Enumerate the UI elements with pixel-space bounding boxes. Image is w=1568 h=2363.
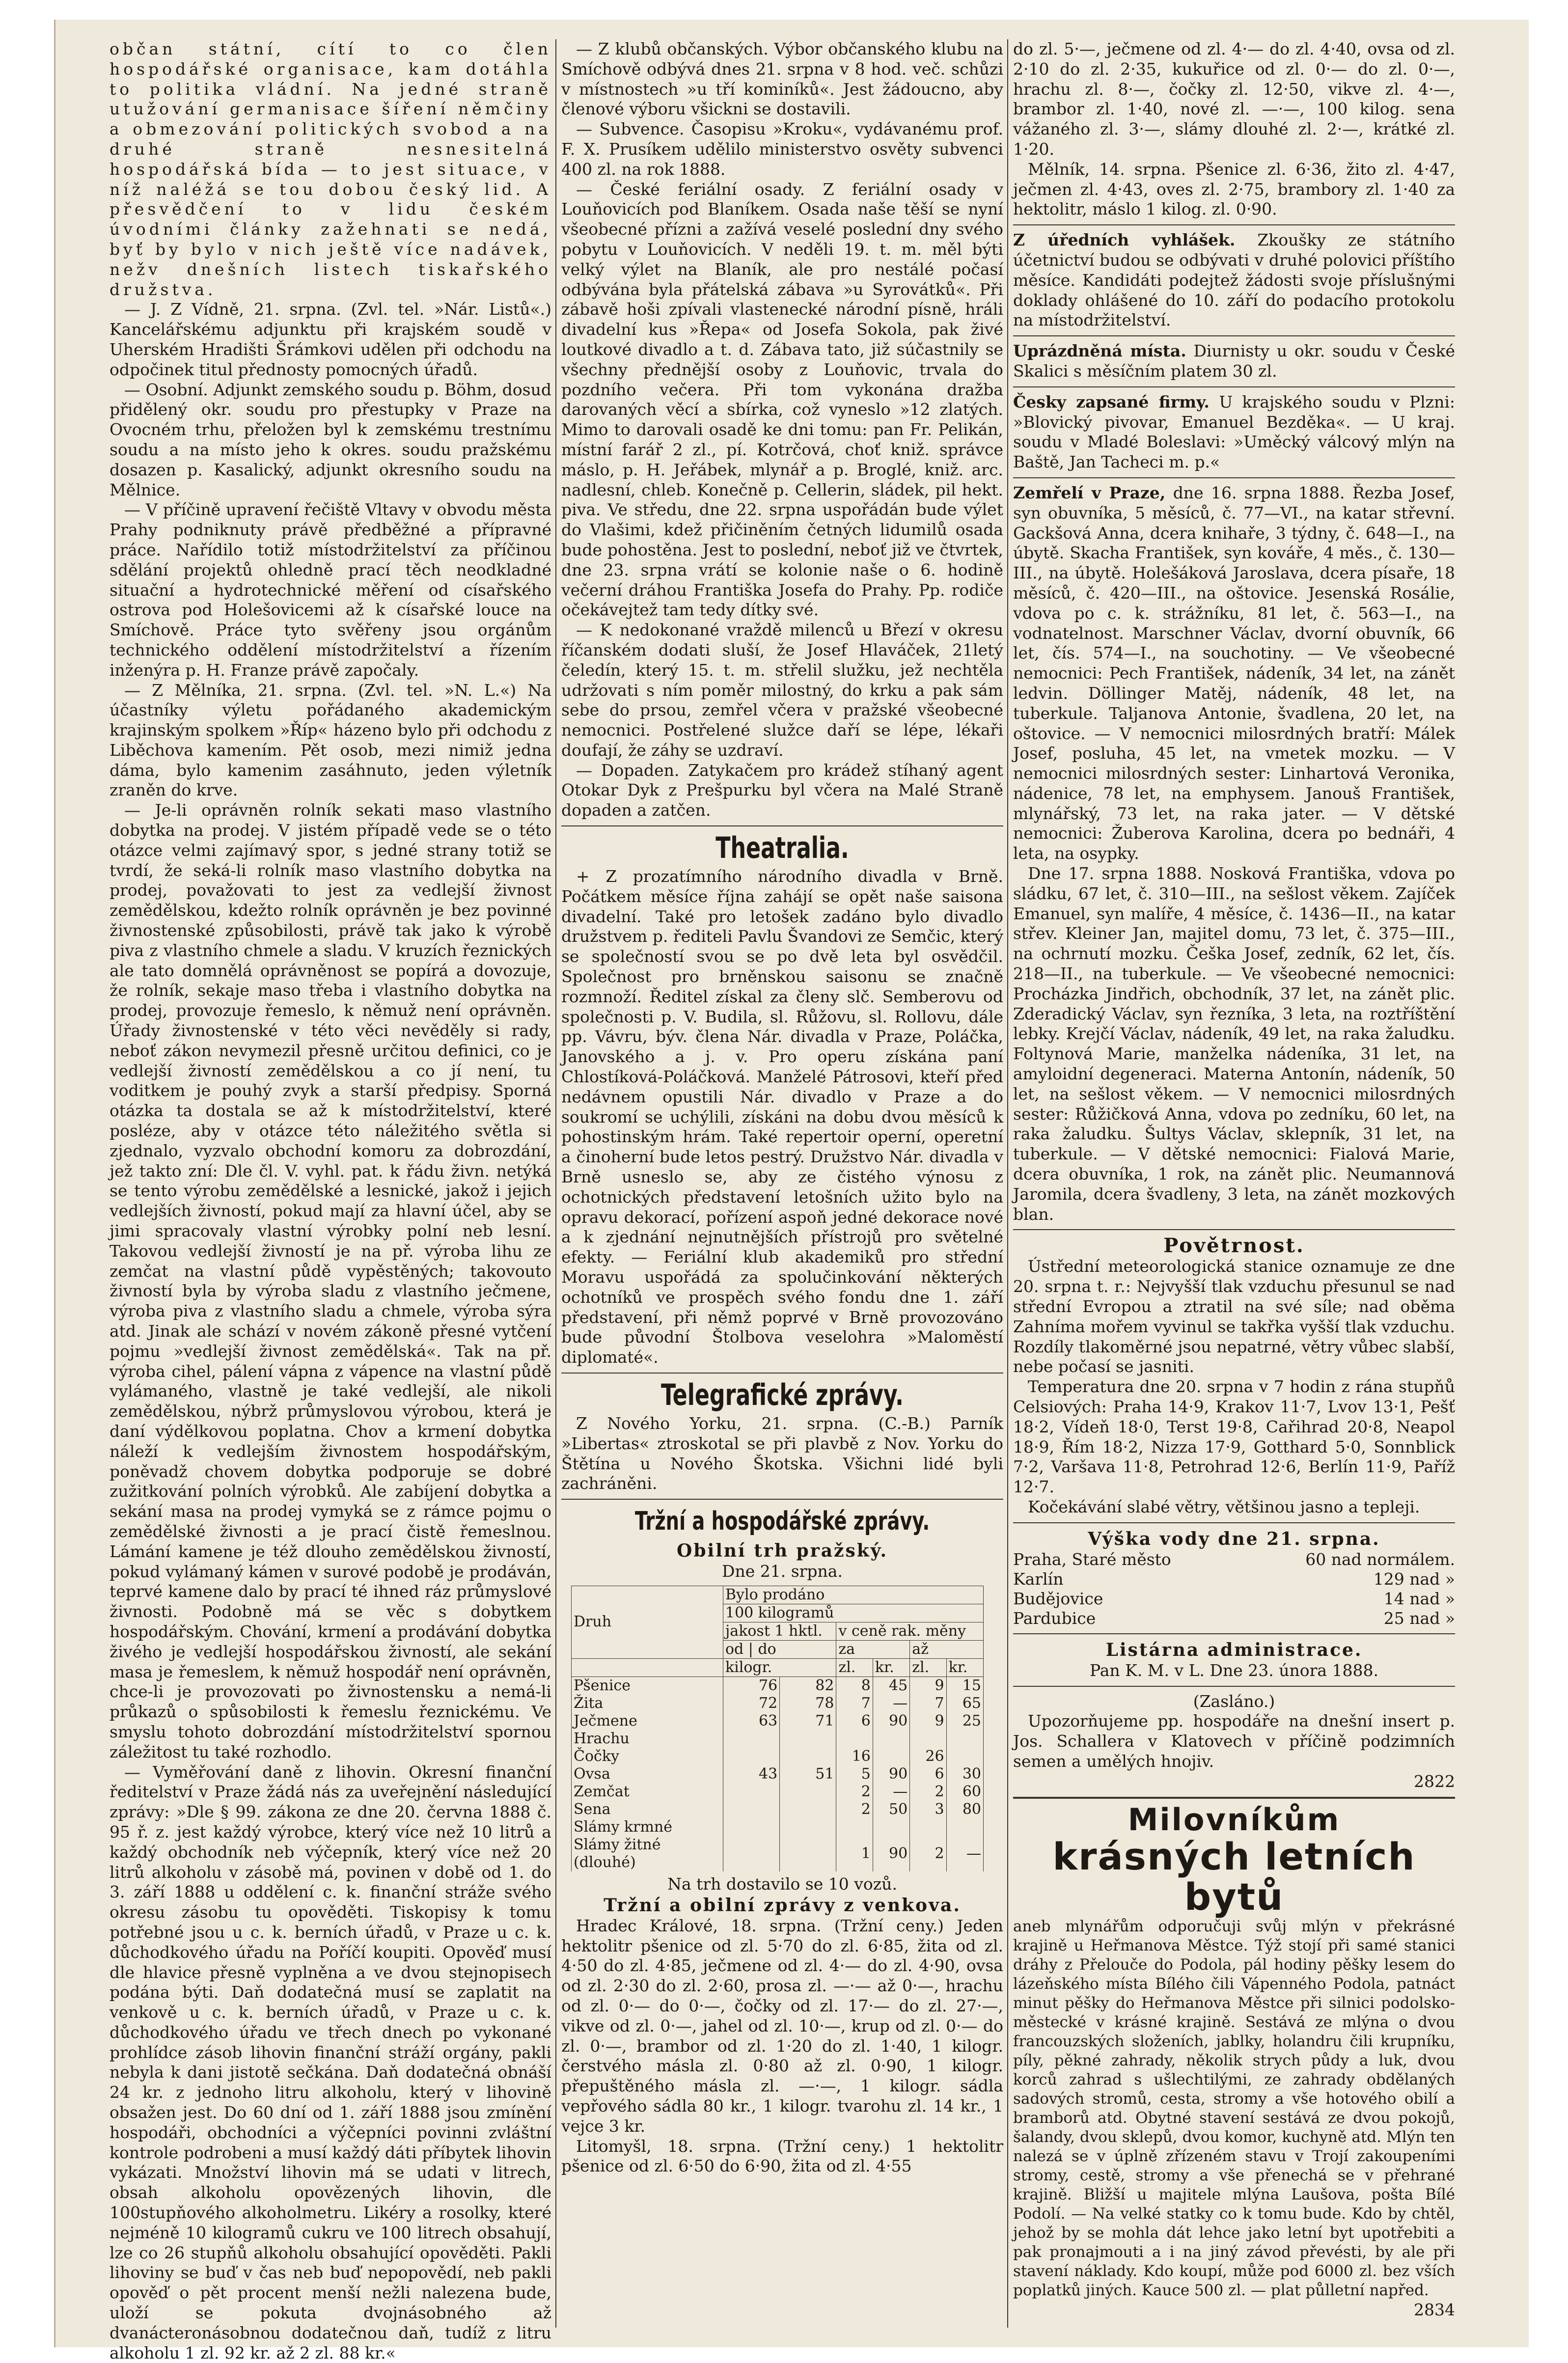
cell-value: 82 — [780, 1676, 836, 1695]
cell-value: — — [873, 1695, 909, 1712]
article-telegraph: Z Nového Yorku, 21. srpna. (C.-B.) Parník »Libertas« ztroskotal se při plavbě z Nov. Yorku do Štětína u Nového Škotska. Všichni lidé byli zachráněni. — [561, 1414, 1003, 1493]
cell-value — [873, 1730, 909, 1748]
weather-text: Ústřední meteorologická stanice oznamuje ze dne 20. srpna t. r.: Nejvyšší tlak vzduchu přesunul se nad střední Evropou a ztratil na své síle; nad oběma Zahníma mořem vyvinul se takřka vyšší tlak vzduchu. Rozdíly tlakoměrné jsou nepatrné, větry vůbec slabší, nebe počasí se jasniti. — [1013, 1257, 1455, 1376]
divider — [1013, 1686, 1455, 1687]
cell-value: 9 — [910, 1676, 946, 1695]
cell-value: 26 — [910, 1748, 946, 1765]
weather-temps: Temperatura dne 20. srpna v 7 hodin z rána stupňů Celsiových: Praha 14·9, Krakov 11·7, Lvov 13·1, Pešť 18·2, Vídeň 18·0, Terst 19·8, Cařihrad 20·8, Neapol 18·9, Řím 18·2, Nizza 17·9, Gotthard 5·0, Sonnblick 7·2, Varšava 11·8, Petrohrad 12·6, Berlín 11·9, Paříž 12·7. — [1013, 1377, 1455, 1497]
ad-number: 2834 — [1414, 2300, 1455, 2319]
divider — [561, 1499, 1003, 1500]
cell-value: — — [946, 1836, 983, 1871]
deaths-text-2: Dne 17. srpna 1888. Nosková Františka, vdova po sládku, 67 let, č. 310—III., na sešlost věkem. Zajíček Emanuel, syn malíře, 4 měsíce, č. 1436—II., na katar střev. Kleiner Jan, majitel domu, 73 let, č. 375—III., na ochrnutí mozku. Češka Josef, zedník, 62 let, čís. 218—II., na tuberkule. — Ve všeobecné nemocnici: Procházka Jindřich, obchodník, 37 let, na zánět plic. Zderadický Václav, syn řezníka, 3 leta, na roztříštění lebky. Krejčí Václav, nádeník, 49 let, na raka žaludku. Foltynová Marie, manželka nádeníka, 31 let, na amyloidní degeneraci. Materna Antonín, nádeník, 50 let, na sešlost věkem. — V nemocnici milosrdných sester: Růžičková Anna, vdova po zedníku, 60 let, na raka žaludku. Šultys Václav, sklepník, 31 let, na tuberkule. — V dětské nemocnici: Fialová Marie, dcera obuvníka, 1 rok, na zánět plic. Neumannová Jaromila, dcera švadleny, 3 leta, na zánět mozkových blan. — [1013, 864, 1455, 1224]
notices-heading: Z úředních vyhlášek. — [1013, 230, 1236, 250]
cell-value: 78 — [780, 1695, 836, 1712]
cell-value — [780, 1801, 836, 1818]
article-melnik-market: Mělník, 14. srpna. Pšenice zl. 6·36, žito zl. 4·47, ječmen zl. 4·43, oves zl. 2·75, brambory zl. 1·40 za hektolitr, máslo 1 kilog. zl. 0·90. — [1013, 159, 1455, 219]
cell-value: 2 — [836, 1783, 873, 1801]
ad-title-line2: krásných letních bytů — [1052, 1834, 1416, 1919]
cell-value: 51 — [780, 1765, 836, 1783]
col-header-100kg: 100 kilogramů — [723, 1604, 984, 1622]
divider — [1013, 477, 1455, 478]
zaslano-text: Upozorňujeme pp. hospodáře na dnešní insert p. Jos. Schallera v Klatovech v příčině podzimních semen a umělých hnojiv. — [1013, 1711, 1455, 1771]
cell-value: 60 — [946, 1783, 983, 1801]
cell-commodity: Ječmene — [572, 1712, 723, 1730]
article-spirits-tax: — Vyměřování daně z lihovin. Okresní finanční ředitelství v Praze žádá nás za uveřejnění následující zprávy: »Dle § 99. zákona ze dne 20. června 1888 č. 95 ř. z. jest každý výrobce, který více než 10 litrů a každý obchodník neb výčepník, který více než 20 litrů alkoholu v zásobě má, povinen v době od 1. do 3. září 1888 u oddělení c. k. finanční stráže svého okresu zásobu tu opověděti. Tiskopisy k tomu potřebné jsou u c. k. berních úřadů, v Praze u c. k. důchodkového úřadu na Poříčí koupiti. Opověď musí dle hlavice přesně vyplněna a ve dvou stejnopisech podána býti. Daň dodatečná musí se zaplatit na venkově u c. k. berních úřadů, v Praze u c. k. důchodkového úřadu ve třech dnech po vykonané prohlídce zásob lihovin finanční stráží orgány, pakli nebyla k dani jistotě sečkána. Daň dodatečná obnáší 24 kr. z jednoho litru alkoholu, který v lihovině obsažen jest. Do 60 dní od 1. září 1888 jsou zmínění hospodáři, obchodníci a výčepníci povinni zvláštní kontrole podrobeni a musí každý dáti příbytek lihovin vykázati. Množství lihovin má se udati v litrech, obsah alkoholu opovězených lihovin, dle 100stupňového alkoholmetru. Likéry a rosolky, které nejméně 10 kilogramů cukru ve 100 litrech obsahují, lze co 26 stupňů alkoholu obsahující opověděti. Pakli lihoviny se buď v čas neb buď nepopovědí, neb pakli opověď o pět procent menší nežli nalezena bude, uloží se pokuta dvojnásobného až dvanácteronásobnou dodatečnou daň, tudíž z litru alkoholu 1 zl. 92 kr. až 2 zl. 88 kr.« — [110, 1762, 551, 2363]
cell-value — [836, 1818, 873, 1836]
cell-value — [723, 1836, 780, 1871]
cell-value: 15 — [946, 1676, 983, 1695]
article-clubs: — Z klubů občanských. Výbor občanského klubu na Smíchově odbývá dnes 21. srpna v 8 hod. več. schůzi v místnostech »u tří kominíků«. Jest žádoucno, aby členové výboru všickni se dostavili. — [561, 39, 1003, 119]
cell-value: 5 — [836, 1765, 873, 1783]
ad-title — [1013, 1801, 1455, 1919]
cell-value: 2 — [836, 1801, 873, 1818]
cell-value — [723, 1730, 780, 1748]
cell-value: 25 — [946, 1712, 983, 1730]
vacancies-heading: Uprázdněná místa. — [1013, 341, 1186, 361]
water-value: 25 nad » — [1383, 1608, 1455, 1628]
cell-commodity: Žita — [572, 1695, 723, 1712]
cell-value — [946, 1818, 983, 1836]
zaslano-number: 2822 — [1414, 1771, 1455, 1791]
market-subheading: Obilní trh pražský. — [676, 1540, 888, 1562]
cell-value — [873, 1748, 909, 1765]
cell-value: — — [873, 1783, 909, 1801]
article-personal: — Osobní. Adjunkt zemského soudu p. Böhm, dosud přidělený okr. soudu pro přestupky v Praze na Ovocném trhu, přeložen byl k zemskému trestnímu soudu a na místo jeho k okres. soudu pražskému dosazen p. Kasalický, adjunkt okresního soudu na Mělnice. — [110, 380, 551, 499]
water-levels — [1013, 1550, 1455, 1628]
article-litomysl: Litomyšl, 18. srpna. (Tržní ceny.) 1 hektolitr pšenice od zl. 6·50 do 6·90, žita od zl. 4·55 — [561, 2136, 1003, 2176]
water-place: Pardubice — [1013, 1608, 1096, 1628]
table-row — [572, 1712, 984, 1730]
cell-value: 6 — [910, 1765, 946, 1783]
cell-value — [780, 1783, 836, 1801]
cell-value: 45 — [873, 1676, 909, 1695]
cell-value — [873, 1818, 909, 1836]
cell-commodity: Hrachu — [572, 1730, 723, 1748]
table-row — [572, 1783, 984, 1801]
list-item — [1013, 1550, 1455, 1569]
article-melnik: — Z Mělníka, 21. srpna. (Zvl. tel. »N. L.«) Na účastníky výletu pořádaného akademickým krajinským spolkem »Říp« házeno bylo při odchodu z Liběchova kamením. Pět osob, mezi nimiž jedna dáma, bylo kamenim zasáhnuto, jeden výletník zraněn do krve. — [110, 680, 551, 800]
listarna-text: Pan K. M. v L. Dne 23. února 1888. — [1089, 1660, 1379, 1680]
water-place: Praha, Staré město — [1013, 1549, 1171, 1569]
article-vltava: — V příčině upravení řečiště Vltavy v obvodu města Prahy podniknuty právě předběžné a přípravné práce. Nařídilo totiž místodržitelství za příčinou sdělání projektů ohledně prací těch neodkladné situační a hydrotechnické měření od císařského ostrova pod Holešovicemi až k císařské louce na Smíchově. Práce tyto svěřeny jsou orgánům technického oddělení místodržitelství a řízením inženýra p. H. Franze právě započaly. — [110, 500, 551, 680]
list-item — [1013, 1569, 1455, 1589]
table-row — [572, 1836, 984, 1871]
newspaper-page — [54, 20, 1529, 2363]
col-header-od-do: od | do — [723, 1640, 836, 1658]
col-header-kilogr: kilogr. — [723, 1658, 836, 1676]
cell-value: 80 — [946, 1801, 983, 1818]
divider — [1013, 1522, 1455, 1523]
cell-value: 2 — [910, 1783, 946, 1801]
cell-value: 7 — [910, 1695, 946, 1712]
list-item — [1013, 1589, 1455, 1609]
divider — [1013, 224, 1455, 225]
col-header-jakost: jakost 1 hktl. — [723, 1622, 836, 1640]
listarna-heading: Listárna administrace. — [1105, 1639, 1363, 1660]
cell-value: 90 — [873, 1765, 909, 1783]
col-header-kr: kr. — [873, 1658, 909, 1676]
water-place: Karlín — [1013, 1569, 1064, 1589]
divider — [1013, 1633, 1455, 1634]
cell-value: 72 — [723, 1695, 780, 1712]
table-row — [572, 1730, 984, 1748]
cell-value — [946, 1748, 983, 1765]
cell-value: 16 — [836, 1748, 873, 1765]
cell-value — [946, 1730, 983, 1748]
cell-value — [836, 1730, 873, 1748]
cell-value — [723, 1818, 780, 1836]
article-market-cont: do zl. 5·—, ječmene od zl. 4·— do zl. 4·40, ovsa od zl. 2·10 do zl. 2·35, kukuřice od zl. 0·— do zl. 0·—, hrachu zl. 8·—, čočky zl. 12·50, vikve zl. 4·—, brambor zl. 1·40, nové zl. —·—, 100 kilog. sena vážaného zl. 3·—, slámy dlouhé zl. 2·—, krátké zl. 1·20. — [1013, 39, 1455, 159]
cell-value: 71 — [780, 1712, 836, 1730]
table-row — [572, 1676, 984, 1695]
cell-value: 43 — [723, 1765, 780, 1783]
water-value: 60 nad normálem. — [1305, 1549, 1455, 1569]
cell-value: 2 — [910, 1836, 946, 1871]
deaths-text: dne 16. srpna 1888. Řezba Josef, syn obuvníka, 5 měsíců, č. 77—VI., na katar střevní. Gackšová Anna, dcera knihaře, 3 týdny, č. 648—I., na úbytě. Skacha František, syn kováře, 4 měs., č. 130—III., na úbytě. Holešáková Jaroslava, dcera písaře, 18 měsíců, č. 420—III., na oštovice. Jesenská Rosálie, vdova po c. k. strážníku, 81 let, č. 563—I., na vodnatelnost. Marschner Václav, dvorní obuvník, 66 let, čís. 574—I., na souchotiny. — Ve všeobecné nemocnici: Pech František, nádeník, 34 let, na zánět ledvin. Döllinger Matěj, nádeník, 48 let, na tuberkule. Taljanova Antonie, švadlena, 20 let, na oštovice. — V nemocnici milosrdných bratří: Málek Josef, posluha, 45 let, na vmetek mozku. — V nemocnici milosrdných sester: Linhartová Veronika, nádenice, 78 let, na emphysem. Janouš František, mlynářský, 73 let, na raka jater. — V dětské nemocnici: Žuberova Karolina, dcera po bednáři, 4 leta, na osypky. — [1013, 483, 1455, 863]
water-heading: Výška vody dne 21. srpna. — [1088, 1528, 1380, 1549]
cell-value — [723, 1801, 780, 1818]
cell-value — [780, 1836, 836, 1871]
table-row — [572, 1801, 984, 1818]
cell-value — [780, 1818, 836, 1836]
cell-value: 7 — [836, 1695, 873, 1712]
col-header-kr: kr. — [946, 1658, 983, 1676]
cell-commodity: Čočky — [572, 1748, 723, 1765]
col-header-zl: zl. — [836, 1658, 873, 1676]
ad-text: aneb mlynářům odporučuji svůj mlýn v překrásné krajině u Heřmanova Městce. Týž stojí při samé stanici dráhy z Přelouče do Podola, pál hodiny pěšky lesem do lázeňského místa Bílého čili Vápenného Podola, patnáct minut pěšky do Heřmanova Městce při silnici podolsko-městecké v krásné krajině. Sestává ze mlýna o dvou francouzských složeních, jablky, holandru čili krupníku, píly, pěkné zahrady, několik strych půdy a luk, dvou korců zahrad s ušlechtilými, ze zahrady obdělaných sadových stromů, cesta, stromy a vše hotového obilí a bramborů atd. Obytné stavení sestává ze dvou pokojů, šalandy, dvou sklepů, dvou komor, kuchyně atd. Mlýn ten nalezá se v úplně zřízeném stavu v Trojí zakoupeními stromy, cestě, stromy a vše přenechá se v přehrané krajině. Bližší u majitele mlýna Laušova, pošta Bílé Podolí. — Na velké statky co k tomu bude. Kdo by chtěl, jehož by se mohla dát lehce jako letní byt upotřebiti a pak pronajmouti a i na jiný závod převésti, by ale při stavení náklady. Kdo koupí, může pod 6000 zl. bez vších poplatků jiných. Kauce 500 zl. — plat půlletní napřed. — [1013, 1917, 1455, 2299]
cell-value — [780, 1748, 836, 1765]
cell-commodity: Ovsa — [572, 1765, 723, 1783]
article-murder: — K nedokonané vraždě milenců u Březí v okresu říčanském dodati sluší, že Josef Hlaváček, 21letý čeledín, který 15. t. m. střelil služku, jež nechtěla udržovati s ním poměr milostný, do krku a pak sám sebe do prsou, zemřel včera v pražské všeobecné nemocnici. Postřelené služce daří se lépe, lékaři doufají, že záhy se uzdraví. — [561, 620, 1003, 760]
column-rule — [1007, 39, 1008, 2328]
table-row — [572, 1765, 984, 1783]
cell-value: 50 — [873, 1801, 909, 1818]
divider — [1013, 335, 1455, 336]
column-middle — [561, 39, 1003, 2318]
table-row — [572, 1748, 984, 1765]
cell-value: 8 — [836, 1676, 873, 1695]
table-row — [572, 1695, 984, 1712]
cell-value: 9 — [910, 1712, 946, 1730]
deaths-heading: Zemřelí v Praze, — [1013, 483, 1166, 502]
firms-heading: Česky zapsané firmy. — [1013, 392, 1210, 412]
market-note: Na trh dostavilo se 10 vozů. — [667, 1874, 897, 1894]
telegraph-heading: Telegrafické zprávy. — [661, 1378, 904, 1412]
water-value: 14 nad » — [1383, 1589, 1455, 1608]
table-row — [572, 1818, 984, 1836]
divider — [1013, 1797, 1455, 1799]
weather-heading: Povětrnost. — [1163, 1234, 1305, 1258]
column-rule — [555, 39, 556, 2328]
cell-value: 1 — [836, 1836, 873, 1871]
divider — [561, 825, 1003, 826]
cell-value — [910, 1818, 946, 1836]
article-holiday-colony: — České feriální osady. Z feriální osady v Louňovicích pod Blaníkem. Osada naše těší se nyní všeobecné přízni a zažívá veselé poslední dny svého pobytu v Louňovicích. V neděli 19. t. m. měl býti velký výlet na Blaník, ale pro nestálé počasí odbývána byla přátelská zábava »u Syrovátků«. Při zábavě hoši zpívali vlastenecké národní písně, hráli divadelní kus »Řepa« od Josefa Sokola, pak živé loutkové divadlo a t. d. Zábava tato, již súčastnily se všechny přednější osoby z Louňovic, trvala do pozdního večera. Při tom vykonána dražba darovaných věcí a sbírka, což vyneslo »12 zlatých. Mimo to darovali osadě ke dni tomu: pan Fr. Pelikán, místní farář 2 zl., pí. Kotrčová, choť kniž. správce máslo, p. H. Jeřábek, mlynář a p. Broglé, kniž. arc. nadlesní, chleb. Konečně p. Cellerin, sládek, pil hekt. piva. Ve středu, dne 22. srpna uspořádán bude výlet do Vlašimi, kdež přičiněním četných lidumilů osada bude pohostěna. Jest to poslední, neboť již ve čtvrtek, dne 23. srpna vrátí se kolonie naše o 6. hodině večerní dráhou Františka Josefa do Prahy. Pp. rodiče očekávejtež tam tedy dítky své. — [561, 179, 1003, 620]
theatre-heading: Theatralia. — [715, 831, 849, 866]
col-header-sold: Bylo prodáno — [723, 1586, 984, 1604]
article-theatre: + Z prozatímního národního divadla v Brně. Počátkem měsíce října zahájí se opět naše saisona divadelní. Také pro letošek zadáno bylo divadlo družstvem p. řediteli Pavlu Švandovi ze Semčic, který se společností svou se po dvě leta byl osvědčil. Společnost pro brněnskou saisonu se značně rozmnoží. Ředitel získal za členy slč. Semberovu od společnosti p. V. Budila, sl. Růžovu, sl. Rollovu, dále pp. Vávru, býv. člena Nár. divadla v Praze, Poláčka, Janovského a j. v. Pro operu získána paní Chlostíková-Poláčková. Manželé Pátrosovi, kteří před nedávnem opustili Nár. divadlo v Praze a do soukromí se uchýlili, získáni na dobu dvou měsíců k pohostinským hrám. Také repertoir operní, operetní a činoherní bude letos pestrý. Družstvo Nár. divadla v Brně usneslo se, aby ze čistého výnosu z ochotnických představení letošních užito bylo na opravu dekorací, pořízení aspoň jedné dekorace nové a k zjednání nejnutnějších přístrojů pro světelné efekty. — Feriální klub akademiků pro střední Moravu uspořádá za spolučinkování některých ochotníků ve prospěch svého fondu dne 1. září představení, při němž poprvé v Brně provozováno bude původní Štolbova veselohra »Maloměstí diplomaté«. — [561, 867, 1003, 1367]
water-place: Budějovice — [1013, 1589, 1103, 1608]
cell-value: 63 — [723, 1712, 780, 1730]
market-date: Dne 21. srpna. — [722, 1562, 843, 1581]
cell-commodity: Pšenice — [572, 1676, 723, 1695]
cell-commodity: Slámy žitné (dlouhé) — [572, 1836, 723, 1871]
cell-value: 6 — [836, 1712, 873, 1730]
article-caught: — Dopaden. Zatykačem pro krádež stíhaný agent Otokar Dyk z Prešpurku byl včera na Malé Straně dopaden a zatčen. — [561, 760, 1003, 820]
cell-value — [910, 1730, 946, 1748]
ad-title-line1: Milovníkům — [1128, 1801, 1341, 1838]
cell-value: 65 — [946, 1695, 983, 1712]
article-subsidy: — Subvence. Časopisu »Kroku«, vydávanému prof. F. X. Prusíkem udělilo ministerstvo osvěty subvenci 400 zl. na rok 1888. — [561, 119, 1003, 179]
cell-value — [780, 1730, 836, 1748]
market-table — [571, 1586, 984, 1871]
cell-value: 90 — [873, 1836, 909, 1871]
article-hradec: Hradec Králové, 18. srpna. (Tržní ceny.) Jeden hektolitr pšenice od zl. 5·70 do zl. 6·85, žita od zl. 4·50 do zl. 4·85, ječmene od zl. 4·— do zl. 4·90, ovsa od zl. 2·30 do zl. 2·60, prosa zl. —·— až 0·—, hrachu od zl. 0·— do 0·—, čočky od zl. 17·— do zl. 27·—, vikve od zl. 0·—, jahel od zl. 10·—, krup od zl. 0·— do zl. 0·—, brambor od zl. 1·20 do zl. 1·40, 1 kilogr. čerstvého másla zl. 0·80 až zl. 0·90, 1 kilogr. přepuštěného másla zl. —·—, 1 kilogr. sádla vepřového sádla 80 kr., 1 kilogr. tvarohu zl. 14 kr., 1 vejce 3 kr. — [561, 1916, 1003, 2136]
divider — [1013, 1229, 1455, 1230]
col-header-zl: zl. — [910, 1658, 946, 1676]
water-value: 129 nad » — [1373, 1569, 1455, 1589]
column-left — [110, 39, 551, 2363]
divider — [561, 1373, 1003, 1374]
country-heading: Tržní a obilní zprávy z venkova. — [604, 1895, 961, 1916]
cell-commodity: Sena — [572, 1801, 723, 1818]
col-header-za: za — [836, 1640, 910, 1658]
divider — [1013, 386, 1455, 387]
list-item — [1013, 1609, 1455, 1628]
cell-value: 3 — [910, 1801, 946, 1818]
firms-text: U krajského soudu v Plzni: »Blovický pivovar, Emanuel Bezděka«. — U kraj. soudu v Mladé Boleslavi: »Uměcký válcový mlýn na Baště, Jan Tacheci m. p.« — [1013, 392, 1455, 472]
cell-value: 30 — [946, 1765, 983, 1783]
col-header-druh: Druh — [572, 1586, 723, 1658]
zaslano-label: (Zasláno.) — [1193, 1691, 1275, 1711]
article-vienna: — J. Z Vídně, 21. srpna. (Zvl. tel. »Nár. Listů«.) Kancelářskému adjunktu při krajském soudě v Uherském Hradišti Šrámkovi udělen při odchodu na odpočinek titul přednosty pomocných úřadů. — [110, 300, 551, 379]
cell-value: 76 — [723, 1676, 780, 1695]
market-heading: Tržní a hospodářské zprávy. — [634, 1507, 930, 1537]
col-header-az: až — [910, 1640, 984, 1658]
vacancies-text: Diurnisty u okr. soudu v České Skalici s měsíčním platem 30 zl. — [1013, 341, 1455, 381]
article-farmer-meat: — Je-li oprávněn rolník sekati maso vlastního dobytka na prodej. V jistém případě vede se o této otázce velmi zajímavý spor, s jedné strany totiž se tvrdí, že seká-li rolník maso vlastního dobytka na prodej, považovati to jest za vedlejší živnost zemědělskou, kdežto rolník oprávněn je bez povinné živnostenské způsobilosti, právě tak jako k výrobě piva z vlastního chmele a sladu. V kruzích řeznických ale tato domnělá oprávněnost se popírá a dovozuje, že rolník, sekaje maso třeba i vlastního dobytka na prodej, provozuje řemeslo, k němuž není oprávněn. Úřady živnostenské v této věci nevěděly si rady, neboť zákon nevymezil přesně určitou definici, co je vedlejší živností zemědělskou a co jí není, tu voditkem je pouhý zvyk a starší předpisy. Sporná otázka ta dostala se až k místodržitelství, které posléze, aby v otázce této náležitého světla si zjednalo, vyzvalo obchodní komoru za dobrozdání, jež takto zní: Dle čl. V. vyhl. pat. k řádu živn. netýká se tento výrobu zemědělské a lesnické, jakož i jejich vedlejších živností, pokud mají za hlavní účel, aby se jimi spracovaly vlastní výrobky polní neb lesní. Takovou vedlejší živností je na př. výroba lihu ze zemčat na vlastní půdě vypěstěných; takovouto živností byla by výroba sladu z vlastního ječmene, výroba piva z vlastního sladu a chmele, výroba sýra atd. Jinak ale schází v novém zákoně přesné vytčení pojmu »vedlejší živnost zemědělská«. Tak na př. výroba cihel, pálení vápna z vápence na vlastní půdě vylámaného, vlastně je také vedlejší, ale nikoli zemědělskou, nýbrž průmyslovou výrobou, která je daní výdělkovou poplatna. Chov a krmení dobytka náleží k vedlejším živnostem hospodářským, poněvadž chovem dobytka podporuje se dobré zužitkování polních výrobků. Ale zabíjení dobytka a sekání masa na prodej vymyká se z rámce pojmu o zemědělské živnosti a je prací čistě řemeslnou. Lámání kamene je též dlouho zemědělskou živností, pokud vylámaný kámen v surové podobě je prodáván, teprvé kamene dalo by prací té ihned ráz průmyslové živnosti. Podobně má se věc s dobytkem hospodářským. Chování, krmení a prodávání dobytka živého je vedlejší hospodářskou živností, ale sekání masa je řemeslem, k němuž hospodář není oprávněn, chce-li je provozovati po živnostensku a nemá-li průkazů o spůsobilosti k řemeslu řeznickému. Ve smyslu tohoto dobrozdání místodržitelství spornou záležitost tu také rozhodlo. — [110, 800, 551, 1761]
cell-value: 90 — [873, 1712, 909, 1730]
weather-forecast: Kočekávání slabé větry, většinou jasno a tepleji. — [1028, 1497, 1420, 1516]
column-right — [1013, 39, 1455, 2318]
cell-commodity: Slámy krmné — [572, 1818, 723, 1836]
cell-commodity: Zemčat — [572, 1783, 723, 1801]
article-politics: občan státní, cítí to co člen hospodářské organisace, kam dotáhla to politika vládní. Na jedné straně utužování germanisace šíření němčiny a obmezování politických svobod a na druhé straně nesnesitelná hospodářská bída — to jest situace, v níž naléžá se tou dobou český lid. A přesvědčení to v lidu českém úvodními články zažehnati se nedá, byť by bylo v nich ještě více nadávek, nežv dnešních listech tiskařského družstva. — [110, 39, 551, 299]
notices-text: Zkoušky ze státního účetnictví budou se odbývati v druhé polovici příštího měsíce. Kandidáti podejtež žádosti svoje příslušnými doklady ohlášené do 10. září do podacího protokolu na místodržitelství. — [1013, 230, 1455, 330]
col-header-price: v ceně rak. měny — [836, 1622, 984, 1640]
cell-value — [723, 1748, 780, 1765]
cell-value — [723, 1783, 780, 1801]
